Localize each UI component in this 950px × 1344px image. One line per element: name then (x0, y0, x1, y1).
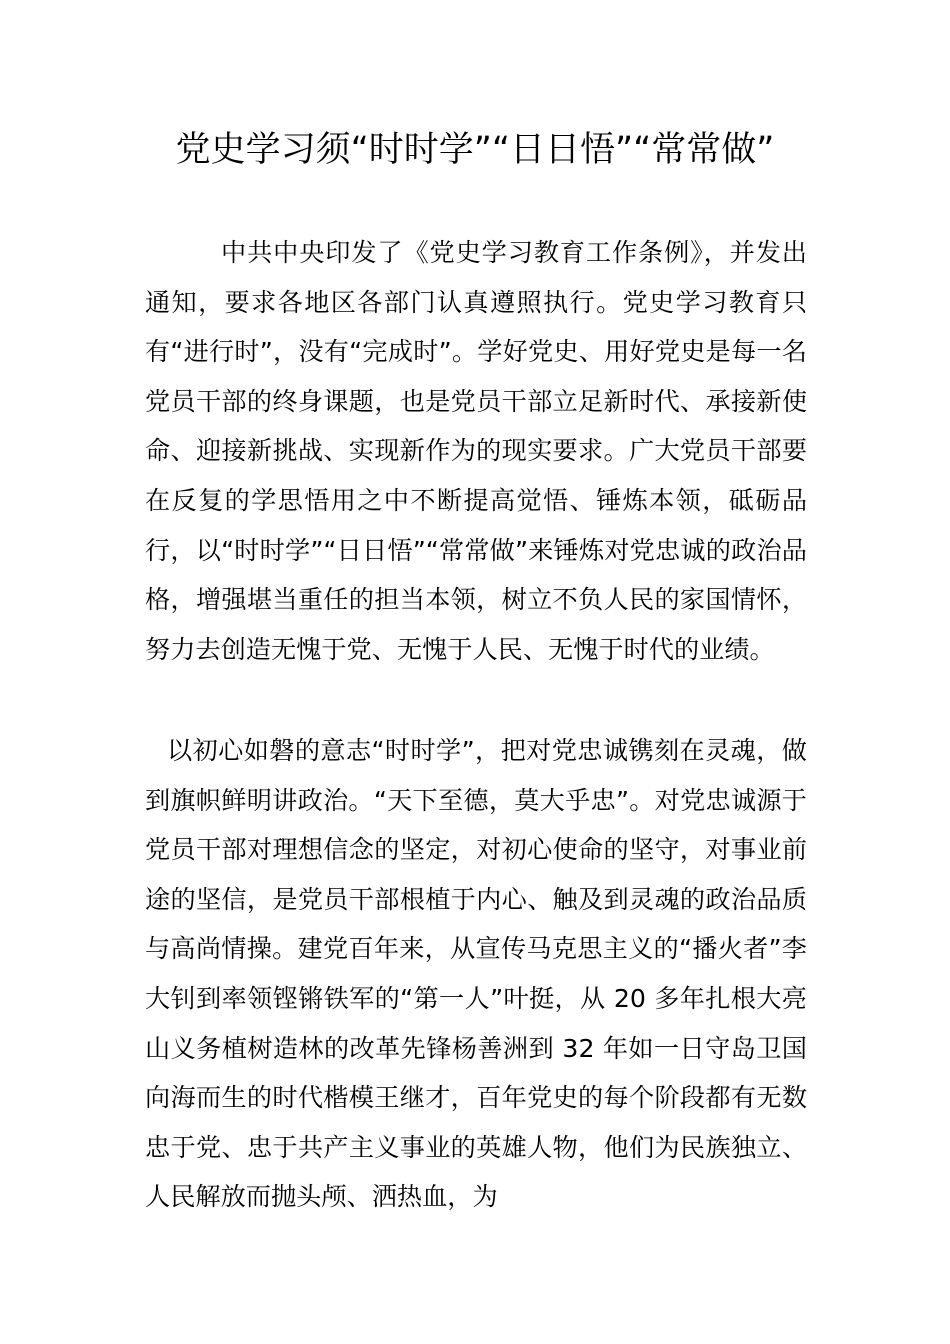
paragraph-1: 中共中央印发了《党史学习教育工作条例》，并发出通知，要求各地区各部门认真遵照执行。党史学习教育只有“进行时”，没有“完成时”。学好党史、用好党史是每一名党员干部的终身课题，也是党员干部立足新时代、承接新使命、迎接新挑战、实现新作为的现实要求。广大党员干部要在反复的学思悟用之中不断提高觉悟、锤炼本领，砥砺品行，以“时时学”“日日悟”“常常做”来锤炼对党忠诚的政治品格，增强堪当重任的担当本领，树立不负人民的家国情怀，努力去创造无愧于党、无愧于人民、无愧于时代的业绩。 (145, 238, 807, 664)
paragraph-2: 以初心如磐的意志“时时学”，把对党忠诚镌刻在灵魂，做到旗帜鲜明讲政治。“天下至德，莫大乎忠”。对党忠诚源于党员干部对理想信念的坚定，对初心使命的坚守，对事业前途的坚信，是党员干部根植于内心、触及到灵魂的政治品质与高尚情操。建党百年来，从宣传马克思主义的“播火者”李大钊到率领铿锵铁军的“第一人”叶挺，从 20 多年扎根大亮山义务植树造林的改革先锋杨善洲到 32 年如一日守岛卫国向海而生的时代楷模王继才，百年党史的每个阶段都有无数忠于党、忠于共产主义事业的英雄人物，他们为民族独立、人民解放而抛头颅、洒热血，为 (145, 736, 807, 1212)
document-title: 党史学习须“时时学”“日日悟”“常常做” (175, 130, 775, 170)
